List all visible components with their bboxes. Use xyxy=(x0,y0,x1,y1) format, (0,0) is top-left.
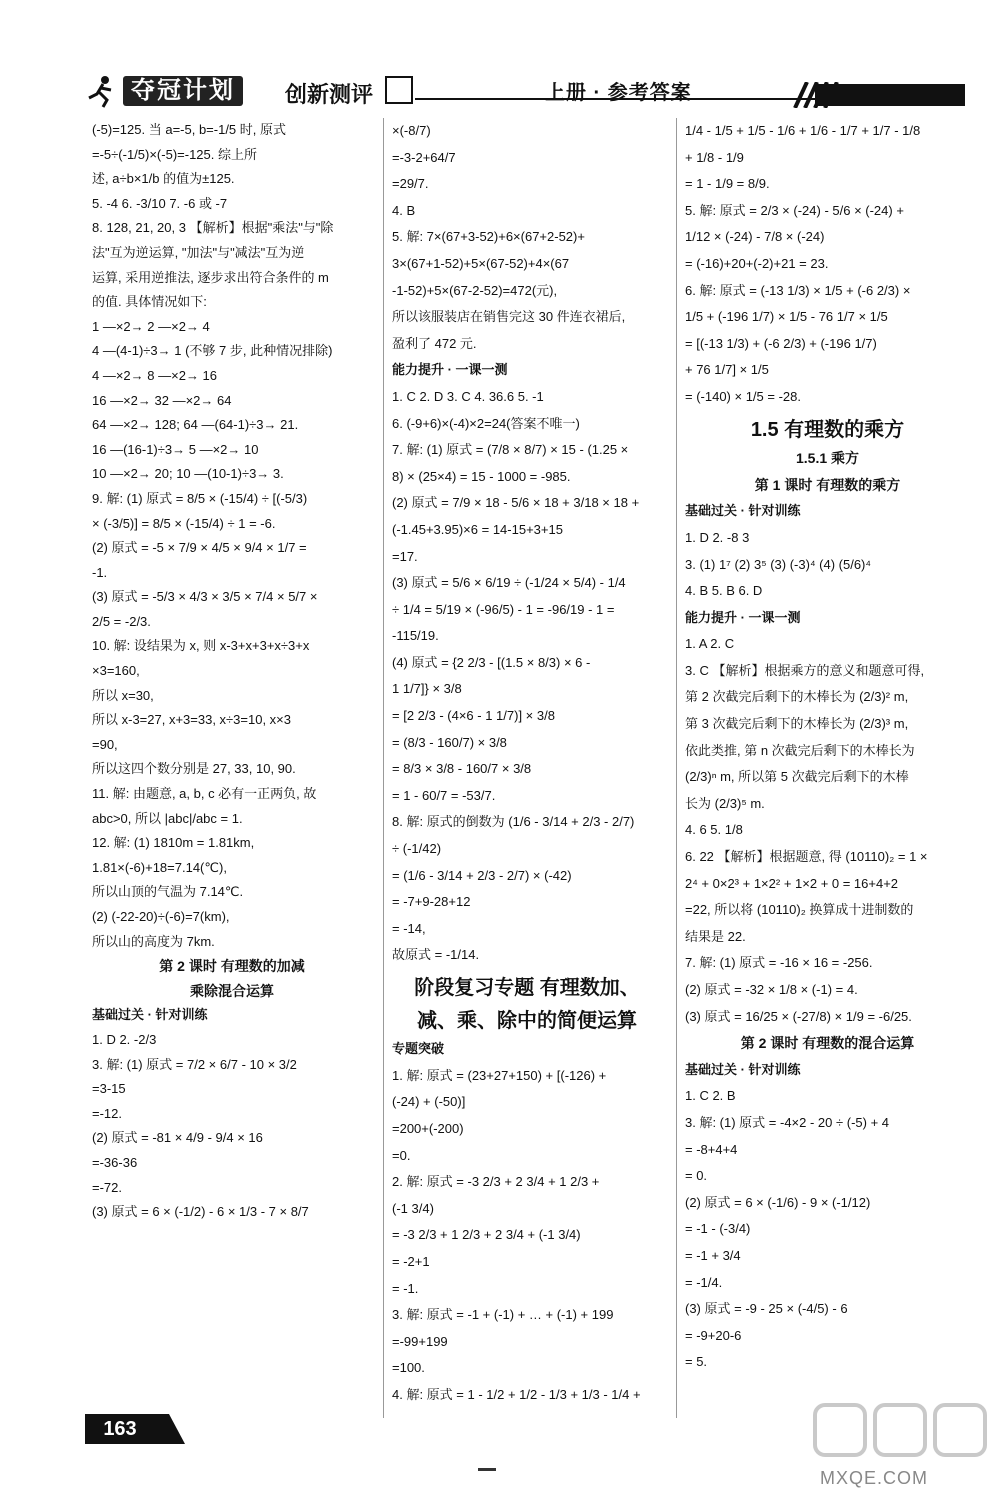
answer-line: 4 —×2→ 8 —×2→ 16 xyxy=(92,367,218,383)
answer-line: = (-140) × 1/5 = -28. xyxy=(685,388,801,404)
answer-line: 5. -4 6. -3/10 7. -6 或 -7 xyxy=(92,195,228,211)
answer-line: = 1 - 1/9 = 8/9. xyxy=(685,176,770,192)
answer-line: 基础过关 · 针对训练 xyxy=(685,1061,801,1077)
answer-line: abc>0, 所以 |abc|/abc = 1. xyxy=(92,810,243,826)
answer-line: =3-15 xyxy=(92,1081,126,1097)
answer-line: 1.5 有理数的乘方 xyxy=(750,418,905,441)
answer-line: 所以该服装店在销售完这 30 件连衣裙后, xyxy=(392,309,626,325)
answer-line: = -7+9-28+12 xyxy=(392,894,471,910)
answer-line: 1. D 2. -2/3 xyxy=(92,1031,157,1047)
answer-line: = 5. xyxy=(685,1354,708,1370)
answer-line: (3) 原式 = 16/25 × (-27/8) × 1/9 = -6/25. xyxy=(685,1008,912,1024)
answer-line: 2. 解: 原式 = -3 2/3 + 2 3/4 + 1 2/3 + xyxy=(392,1174,600,1190)
answer-line: 1. 解: 原式 = (23+27+150) + [(-126) + xyxy=(392,1067,607,1083)
answer-line: 乘除混合运算 xyxy=(190,982,274,999)
answer-line: 10. 解: 设结果为 x, 则 x-3+x+3+x÷3+x xyxy=(92,638,310,654)
answer-line: 1/12 × (-24) - 7/8 × (-24) xyxy=(685,229,825,245)
brand-logo xyxy=(85,74,275,108)
answer-line: = -1 + 3/4 xyxy=(685,1247,741,1263)
answer-line: 6. 解: 原式 = (-13 1/3) × 1/5 + (-6 2/3) × xyxy=(685,282,911,298)
answer-line: 3×(67+1-52)+5×(67-52)+4×(67 xyxy=(392,255,570,271)
header-bar xyxy=(815,84,965,106)
answer-line: 1 —×2→ 2 —×2→ 4 xyxy=(92,318,210,334)
answer-line: 6. (-9+6)×(-4)×2=24(答案不唯一) xyxy=(392,415,580,431)
center-mark xyxy=(478,1468,496,1471)
answer-line: =29/7. xyxy=(392,176,429,192)
answer-line: 故原式 = -1/14. xyxy=(392,947,480,963)
answer-column-2 xyxy=(392,118,662,1409)
answer-line: 1.5.1 乘方 xyxy=(795,450,860,467)
answer-line: 8) × (25×4) = 15 - 1000 = -985. xyxy=(392,468,571,484)
answer-line: 所以这四个数分别是 27, 33, 10, 90. xyxy=(92,761,296,777)
answer-line: (2) 原式 = -5 × 7/9 × 4/5 × 9/4 × 1/7 = xyxy=(92,540,307,556)
answer-line: = -9+20-6 xyxy=(685,1327,742,1343)
runner-icon xyxy=(85,74,119,108)
answer-line: -1-52)+5×(67-2-52)=472(元), xyxy=(392,282,558,298)
answer-line: = 1 - 60/7 = -53/7. xyxy=(392,787,496,803)
answer-line: 3. 解: (1) 原式 = -4×2 - 20 ÷ (-5) + 4 xyxy=(685,1114,890,1130)
answer-line: ×3=160, xyxy=(92,663,140,679)
answer-line: 4. 6 5. 1/8 xyxy=(685,822,743,838)
answer-line: = [(-13 1/3) + (-6 2/3) + (-196 1/7) xyxy=(685,335,877,351)
answer-line: (-1 3/4) xyxy=(392,1200,434,1216)
answer-line: 法"互为逆运算, "加法"与"减法"互为逆 xyxy=(92,244,305,260)
watermark-text: MXQE.COM xyxy=(820,1468,929,1488)
answer-line: = [2 2/3 - (4×6 - 1 1/7)] × 3/8 xyxy=(392,708,555,724)
answer-line: (2) 原式 = 7/9 × 18 - 5/6 × 18 + 3/18 × 18 + xyxy=(392,495,640,511)
answer-line: = (-16)+20+(-2)+21 = 23. xyxy=(685,255,829,271)
answer-line: 11. 解: 由题意, a, b, c 必有一正两负, 故 xyxy=(92,786,317,802)
answer-line: (2/3)ⁿ m, 所以第 5 次截完后剩下的木棒 xyxy=(685,769,909,785)
answer-line: = (1/6 - 3/14 + 2/3 - 2/7) × (-42) xyxy=(392,867,572,883)
answer-line: = -1. xyxy=(392,1280,419,1296)
answer-line: 4. B xyxy=(392,202,416,218)
answer-line: =22, 所以将 (10110)₂ 换算成十进制数的 xyxy=(685,902,914,918)
answer-line: × (-3/5)] = 8/5 × (-15/4) ÷ 1 = -6. xyxy=(92,515,276,531)
answer-line: 7. 解: (1) 原式 = (7/8 × 8/7) × 15 - (1.25 × xyxy=(392,442,629,458)
answer-line: 1. D 2. -8 3 xyxy=(685,529,750,545)
answer-line: 10 —×2→ 20; 10 —(10-1)÷3→ 3. xyxy=(92,466,284,482)
answer-line: 述, a÷b×1/b 的值为±125. xyxy=(92,171,235,187)
answer-line: 5. 解: 7×(67+3-52)+6×(67+2-52)+ xyxy=(392,229,585,245)
answer-line: (3) 原式 = -9 - 25 × (-4/5) - 6 xyxy=(685,1301,848,1317)
answer-line: =-36-36 xyxy=(92,1154,138,1170)
answer-line: = 0. xyxy=(685,1168,708,1184)
answer-line: 长为 (2/3)⁵ m. xyxy=(685,795,765,811)
answer-line: -115/19. xyxy=(392,628,439,644)
answer-line: (2) (-22-20)÷(-6)=7(km), xyxy=(92,909,230,924)
column-divider xyxy=(383,118,384,1418)
answer-line: 减、乘、除中的简便运算 xyxy=(417,1009,637,1032)
answer-line: + 1/8 - 1/9 xyxy=(685,149,744,165)
answer-line: 3. C 【解析】根据乘方的意义和题意可得, xyxy=(685,662,925,678)
page-header xyxy=(85,70,965,114)
answer-line: =90, xyxy=(92,736,118,752)
answer-line: 盈利了 472 元. xyxy=(392,335,477,351)
answer-line: 能力提升 · 一课一测 xyxy=(392,362,508,378)
answer-line: 基础过关 · 针对训练 xyxy=(685,503,801,519)
answer-line: = 8/3 × 3/8 - 160/7 × 3/8 xyxy=(392,761,532,777)
answer-line: 8. 128, 21, 20, 3 【解析】根据"乘法"与"除 xyxy=(92,220,334,236)
answer-line: 专题突破 xyxy=(392,1041,445,1057)
answer-line: 结果是 22. xyxy=(685,928,746,944)
answer-line: 3. 解: (1) 原式 = 7/2 × 6/7 - 10 × 3/2 xyxy=(92,1056,297,1072)
answer-line: 4. B 5. B 6. D xyxy=(685,583,763,599)
page-tab-icon xyxy=(155,1414,185,1444)
answer-line: 所以山的高度为 7km. xyxy=(92,933,215,949)
answer-line: =200+(-200) xyxy=(392,1120,464,1136)
page-number: 163 xyxy=(85,1414,155,1444)
answer-line: =0. xyxy=(392,1147,411,1163)
answer-line: 第 3 次截完后剩下的木棒长为 (2/3)³ m, xyxy=(685,716,909,732)
answer-line: (2) 原式 = -32 × 1/8 × (-1) = 4. xyxy=(685,982,858,997)
answer-column-3 xyxy=(685,118,970,1376)
answer-line: 1. A 2. C xyxy=(685,636,735,652)
answer-line: (4) 原式 = {2 2/3 - [(1.5 × 8/3) × 6 - xyxy=(392,654,591,670)
answer-line: (-5)=125. 当 a=-5, b=-1/5 时, 原式 xyxy=(92,122,286,137)
answer-line: 所以 x=30, xyxy=(92,687,154,703)
answer-line: 3. 解: 原式 = -1 + (-1) + … + (-1) + 199 xyxy=(392,1307,614,1323)
answer-line: = -1 - (-3/4) xyxy=(685,1221,751,1237)
answer-line: 的值. 具体情况如下: xyxy=(92,294,207,310)
answer-line: 1.81×(-6)+18=7.14(℃), xyxy=(92,859,227,875)
answer-line: (2) 原式 = -81 × 4/9 - 9/4 × 16 xyxy=(92,1130,263,1146)
answer-line: 1 1/7]} × 3/8 xyxy=(392,681,462,697)
answer-line: 2⁴ + 0×2³ + 1×2² + 1×2 + 0 = 16+4+2 xyxy=(685,875,899,891)
answer-line: 所以 x-3=27, x+3=33, x÷3=10, x×3 xyxy=(92,712,292,728)
answer-line: = -3 2/3 + 1 2/3 + 2 3/4 + (-1 3/4) xyxy=(392,1227,581,1243)
answer-line: =-12. xyxy=(92,1105,122,1121)
answer-line: ÷ 1/4 = 5/19 × (-96/5) - 1 = -96/19 - 1 = xyxy=(392,601,615,617)
answer-line: =-3-2+64/7 xyxy=(392,149,456,165)
answer-line: = -8+4+4 xyxy=(685,1141,738,1157)
answer-line: =-99+199 xyxy=(392,1333,448,1349)
answer-line: 16 —×2→ 32 —×2→ 64 xyxy=(92,392,232,408)
section-label: 上册 · 参考答案 xyxy=(545,82,692,104)
answer-line: 第 2 次截完后剩下的木棒长为 (2/3)² m, xyxy=(685,689,909,705)
answer-line: 64 —×2→ 128; 64 —(64-1)÷3→ 21. xyxy=(92,417,299,433)
answer-line: 基础过关 · 针对训练 xyxy=(92,1007,208,1023)
answer-line: 6. 22 【解析】根据题意, 得 (10110)₂ = 1 × xyxy=(685,849,928,865)
answer-line: 运算, 采用逆推法, 逐步求出符合条件的 m xyxy=(92,269,329,285)
answer-line: 1/4 - 1/5 + 1/5 - 1/6 + 1/6 - 1/7 + 1/7 - 1/8 xyxy=(685,123,921,138)
answer-line: =-5÷(-1/5)×(-5)=-125. 综上所 xyxy=(92,146,257,162)
answer-line: 第 1 课时 有理数的乘方 xyxy=(754,476,901,493)
answer-line: 2/5 = -2/3. xyxy=(92,613,151,629)
answer-line: = -1/4. xyxy=(685,1274,723,1290)
answer-line: 9. 解: (1) 原式 = 8/5 × (-15/4) ÷ [(-5/3) xyxy=(92,490,308,506)
answer-line: 1. C 2. D 3. C 4. 36.6 5. -1 xyxy=(392,388,544,404)
answer-line: ÷ (-1/42) xyxy=(392,841,442,857)
answer-line: 1. C 2. B xyxy=(685,1088,736,1104)
answer-line: 16 —(16-1)÷3→ 5 —×2→ 10 xyxy=(92,441,259,457)
check-box-icon xyxy=(385,76,413,104)
answer-line: 7. 解: (1) 原式 = -16 × 16 = -256. xyxy=(685,955,873,971)
answer-line: 3. (1) 1⁷ (2) 3⁵ (3) (-3)⁴ (4) (5/6)⁴ xyxy=(685,556,871,572)
answer-line: = -2+1 xyxy=(392,1253,430,1269)
answer-line: (3) 原式 = 6 × (-1/2) - 6 × 1/3 - 7 × 8/7 xyxy=(92,1204,309,1220)
answer-line: + 76 1/7] × 1/5 xyxy=(685,362,769,378)
answer-line: 能力提升 · 一课一测 xyxy=(685,609,801,625)
answer-line: = -14, xyxy=(392,920,426,936)
answer-line: 阶段复习专题 有理数加、 xyxy=(414,977,640,999)
answer-line: ×(-8/7) xyxy=(392,123,431,138)
answer-line: 12. 解: (1) 1810m = 1.81km, xyxy=(92,835,255,851)
answer-column-1 xyxy=(92,118,372,1225)
brand-subtitle: 创新测评 xyxy=(285,82,374,107)
answer-line: 第 2 课时 有理数的加减 xyxy=(159,958,305,975)
answer-line: (2) 原式 = 6 × (-1/6) - 9 × (-1/12) xyxy=(685,1194,871,1210)
answer-line: =100. xyxy=(392,1360,425,1376)
answer-line: = (8/3 - 160/7) × 3/8 xyxy=(392,734,507,750)
answer-line: 8. 解: 原式的倒数为 (1/6 - 3/14 + 2/3 - 2/7) xyxy=(392,814,635,830)
brand-title: 夺冠计划 xyxy=(123,76,243,106)
answer-line: (3) 原式 = 5/6 × 6/19 ÷ (-1/24 × 5/4) - 1/4 xyxy=(392,575,626,591)
answer-line: 4 —(4-1)÷3→ 1 (不够 7 步, 此种情况排除) xyxy=(92,343,333,359)
column-divider xyxy=(676,118,677,1418)
answer-line: 5. 解: 原式 = 2/3 × (-24) - 5/6 × (-24) + xyxy=(685,202,904,218)
answer-line: =-72. xyxy=(92,1179,122,1195)
answer-line: -1. xyxy=(92,564,108,580)
answer-line: =17. xyxy=(392,548,418,564)
answer-line: 所以山顶的气温为 7.14℃. xyxy=(92,884,244,900)
answer-line: 依此类推, 第 n 次截完后剩下的木棒长为 xyxy=(685,742,915,758)
answer-line: 1/5 + (-196 1/7) × 1/5 - 76 1/7 × 1/5 xyxy=(685,309,888,325)
answer-line: (-1.45+3.95)×6 = 14-15+3+15 xyxy=(392,521,563,537)
answer-line: 第 2 课时 有理数的混合运算 xyxy=(740,1035,915,1052)
answer-line: 4. 解: 原式 = 1 - 1/2 + 1/2 - 1/3 + 1/3 - 1/4 + xyxy=(392,1386,641,1402)
answer-line: (-24) + (-50)] xyxy=(392,1094,466,1110)
answer-line: (3) 原式 = -5/3 × 4/3 × 3/5 × 7/4 × 5/7 × xyxy=(92,589,318,605)
